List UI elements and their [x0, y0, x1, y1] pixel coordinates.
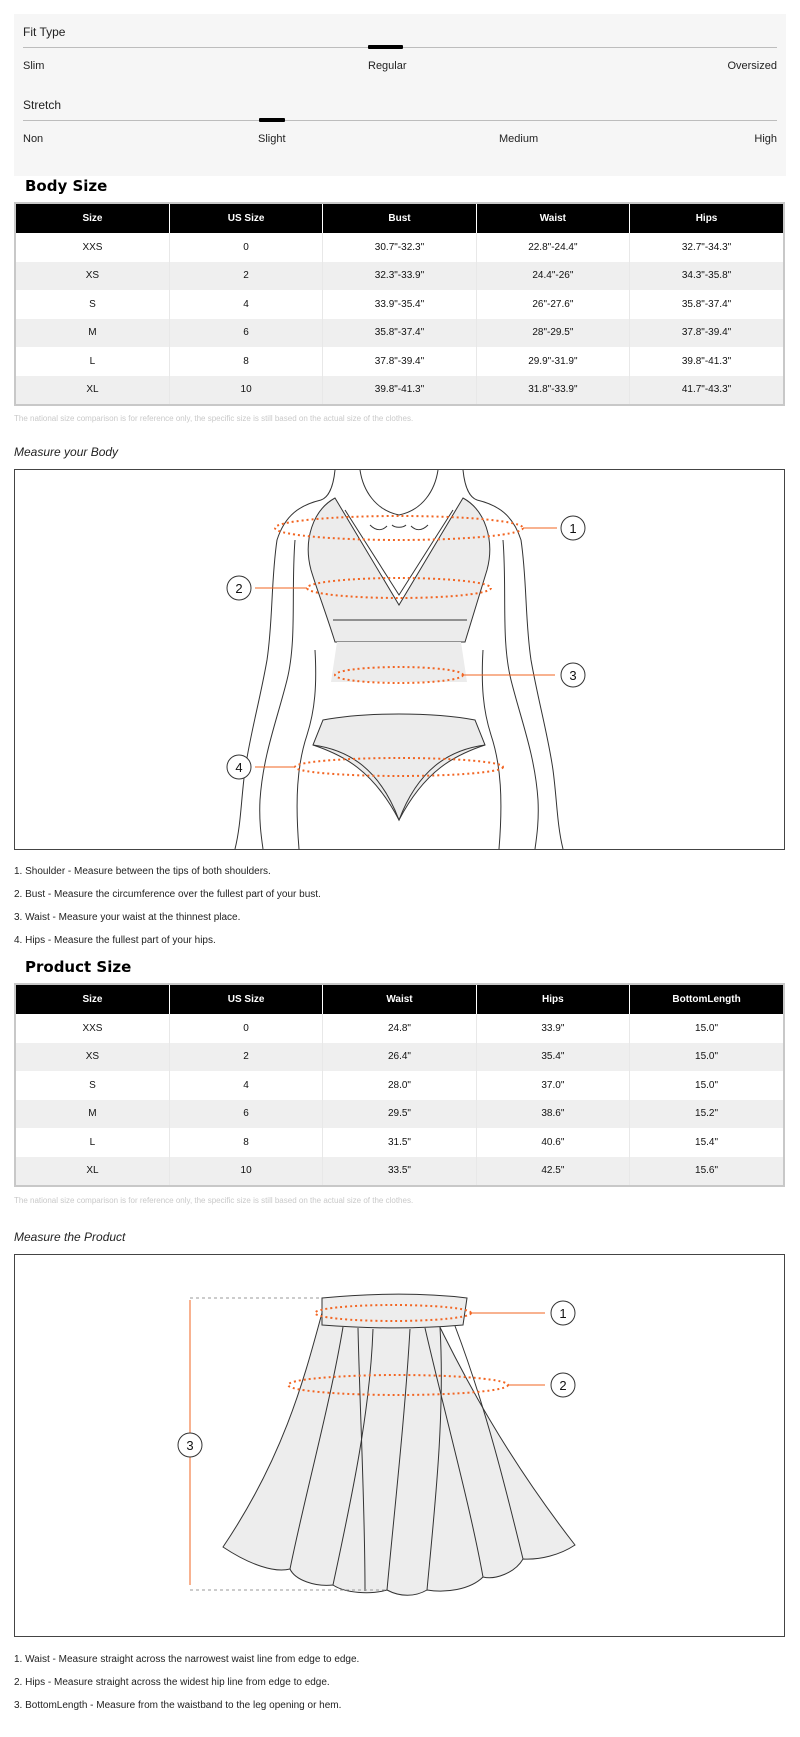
table-cell: 4: [169, 1071, 322, 1100]
table-cell: 35.4": [476, 1043, 629, 1072]
table-cell: 24.8": [323, 1014, 476, 1043]
body-instruction-4: 4. Hips - Measure the fullest part of your hips.: [14, 935, 216, 946]
table-row: [16, 290, 783, 319]
table-cell: 30.7"-32.3": [323, 233, 476, 262]
table-cell: 24.4"-26": [476, 262, 629, 291]
marker-1: 1: [569, 521, 577, 536]
table-cell: 31.5": [323, 1128, 476, 1157]
table-cell: 8: [169, 347, 322, 376]
body-instruction-1: 1. Shoulder - Measure between the tips of both shoulders.: [14, 866, 271, 877]
table-cell: XS: [16, 262, 169, 291]
table-cell: S: [89, 1079, 96, 1091]
table-cell: XS: [16, 1043, 169, 1072]
table-cell: 32.3"-33.9": [323, 262, 476, 291]
table-cell: M: [16, 319, 169, 348]
table-cell: 31.8"-33.9": [476, 376, 629, 405]
stretch-marker: [259, 118, 285, 122]
table-cell: 37.8"-39.4": [630, 319, 783, 348]
table-cell: 33.9"-35.4": [323, 290, 476, 319]
measure-product-heading: Measure the Product: [14, 1230, 126, 1244]
skirt-illustration: [15, 1255, 784, 1636]
table-row: [16, 376, 783, 405]
stretch-tick-high: High: [754, 133, 777, 145]
table-cell: 10: [169, 376, 322, 405]
table-cell: 22.8"-24.4": [476, 233, 629, 262]
measure-body-heading: Measure your Body: [14, 445, 119, 459]
table-cell: 8: [169, 1128, 322, 1157]
table-cell: 32.7"-34.3": [630, 233, 783, 262]
table-row: [16, 1014, 783, 1043]
table-cell: 41.7"-43.3": [630, 376, 783, 405]
table-row: [16, 1043, 783, 1072]
marker-4: 4: [235, 760, 243, 775]
table-cell: 40.6": [476, 1128, 629, 1157]
table-cell: 6: [169, 1100, 322, 1129]
table-cell: 39.8"-41.3": [323, 376, 476, 405]
table-cell: 37.0": [476, 1071, 629, 1100]
table-cell: S: [89, 298, 96, 310]
table-row: [16, 1128, 783, 1157]
table-cell: 4: [169, 290, 322, 319]
stretch-tick-medium: Medium: [499, 133, 539, 145]
table-cell: XXS: [82, 1022, 103, 1034]
product-instruction-3: 3. BottomLength - Measure from the waistband to the leg opening or hem.: [14, 1700, 342, 1711]
fit-panel: [14, 14, 786, 176]
product-instruction-2: 2. Hips - Measure straight across the widest hip line from edge to edge.: [14, 1677, 330, 1688]
stretch-tick-non: Non: [23, 133, 44, 145]
table-cell: L: [89, 355, 96, 367]
table-cell: 34.3"-35.8": [630, 262, 783, 291]
product-marker-2: 2: [559, 1378, 567, 1393]
table-row: [16, 1100, 783, 1129]
stretch-track: [23, 120, 777, 121]
column-header: Size: [16, 204, 169, 233]
marker-2: 2: [235, 581, 243, 596]
table-row: [16, 319, 783, 348]
table-cell: 28.0": [323, 1071, 476, 1100]
table-cell: 15.4": [630, 1128, 783, 1157]
table-cell: 2: [169, 262, 322, 291]
table-cell: 39.8"-41.3": [630, 347, 783, 376]
fit-tick-oversized: Oversized: [727, 60, 777, 72]
column-header: Waist: [323, 985, 476, 1014]
body-instruction-2: 2. Bust - Measure the circumference over the fullest part of your bust.: [14, 889, 321, 900]
stretch-tick-slight: Slight: [258, 133, 286, 145]
table-cell: 10: [169, 1157, 322, 1186]
body-size-title: Body Size: [25, 177, 108, 195]
body-illustration: [15, 470, 784, 849]
table-cell: 42.5": [476, 1157, 629, 1186]
column-header: Bust: [323, 204, 476, 233]
fit-tick-slim: Slim: [23, 60, 45, 72]
column-header: US Size: [169, 985, 322, 1014]
table-cell: 15.0": [630, 1043, 783, 1072]
product-size-note: The national size comparison is for reference only, the specific size is still based on the actual size of the clothes.: [14, 1196, 414, 1205]
table-cell: 0: [169, 233, 322, 262]
column-header: Waist: [476, 204, 629, 233]
table-cell: XXS: [82, 241, 103, 253]
table-cell: XL: [16, 376, 169, 405]
table-cell: 15.0": [630, 1071, 783, 1100]
table-row: [16, 1071, 783, 1100]
table-cell: 15.0": [630, 1014, 783, 1043]
table-cell: 33.9": [476, 1014, 629, 1043]
table-cell: 28"-29.5": [476, 319, 629, 348]
table-cell: M: [16, 1100, 169, 1129]
table-cell: 29.5": [323, 1100, 476, 1129]
column-header: Hips: [630, 204, 783, 233]
table-cell: 15.2": [630, 1100, 783, 1129]
table-cell: 29.9"-31.9": [476, 347, 629, 376]
body-measure-figure: [14, 469, 785, 850]
table-row: [16, 233, 783, 262]
column-header: Hips: [476, 985, 629, 1014]
table-cell: 37.8"-39.4": [323, 347, 476, 376]
column-header: Size: [16, 985, 169, 1014]
table-cell: 6: [169, 319, 322, 348]
table-cell: 15.6": [630, 1157, 783, 1186]
table-cell: 26"-27.6": [476, 290, 629, 319]
product-size-title: Product Size: [25, 958, 132, 976]
table-cell: XL: [16, 1157, 169, 1186]
table-cell: L: [89, 1136, 96, 1148]
table-cell: 26.4": [323, 1043, 476, 1072]
table-row: [16, 347, 783, 376]
table-cell: 0: [169, 1014, 322, 1043]
column-header: BottomLength: [630, 985, 783, 1014]
table-cell: 2: [169, 1043, 322, 1072]
product-marker-1: 1: [559, 1306, 567, 1321]
table-row: [16, 1157, 783, 1186]
body-size-table: [14, 202, 785, 406]
fit-type-label: Fit Type: [23, 25, 66, 39]
product-marker-3: 3: [186, 1438, 194, 1453]
fit-type-marker: [368, 45, 403, 49]
table-header-row: [16, 985, 783, 1014]
body-size-note: The national size comparison is for reference only, the specific size is still based on the actual size of the clothes.: [14, 414, 414, 423]
table-cell: 38.6": [476, 1100, 629, 1129]
product-measure-figure: [14, 1254, 785, 1637]
fit-tick-regular: Regular: [368, 60, 407, 72]
table-row: [16, 262, 783, 291]
product-instruction-1: 1. Waist - Measure straight across the narrowest waist line from edge to edge.: [14, 1654, 360, 1665]
table-header-row: [16, 204, 783, 233]
table-cell: 35.8"-37.4": [323, 319, 476, 348]
stretch-label: Stretch: [23, 98, 62, 112]
table-cell: 33.5": [323, 1157, 476, 1186]
column-header: US Size: [169, 204, 322, 233]
marker-3: 3: [569, 668, 577, 683]
table-cell: 35.8"-37.4": [630, 290, 783, 319]
product-size-table: [14, 983, 785, 1187]
body-instruction-3: 3. Waist - Measure your waist at the thinnest place.: [14, 912, 241, 923]
